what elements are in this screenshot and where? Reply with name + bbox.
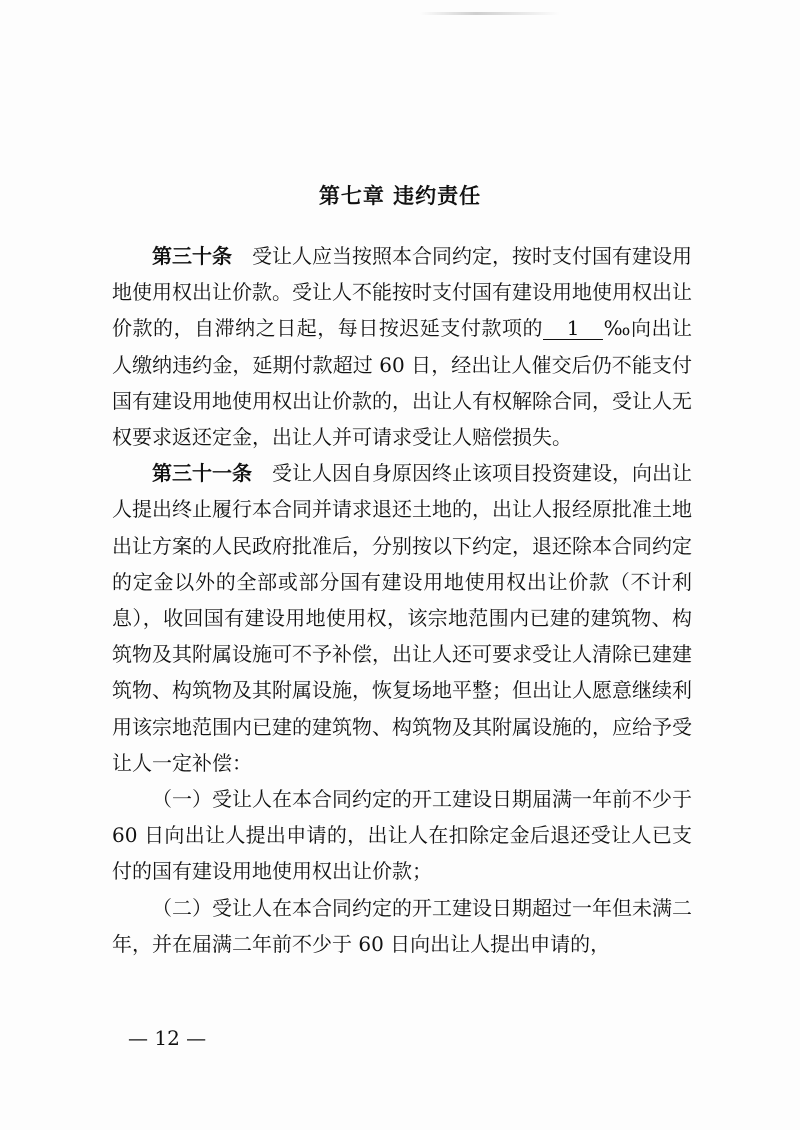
article-30-text-before: 受让人应当按照本合同约定，按时支付国有建设用地使用权出让价款。受让人不能按时支付国有建设用地使用权出让价款的，自滞纳之日起，每日按迟延支付款项的 xyxy=(112,244,692,341)
article-31-item-1: （一）受让人在本合同约定的开工建设日期届满一年前不少于 60 日向出让人提出申请的，出让人在扣除定金后退还受让人已支付的国有建设用地使用权出让价款； xyxy=(112,787,692,884)
article-30-text-after: ‰向出让人缴纳违约金，延期付款超过 60 日，经出让人催交后仍不能支付国有建设用地使用权出让价款的，出让人有权解除合同，受让人无权要求返还定金，出让人并可请求受让人赔偿损失。 xyxy=(112,316,693,450)
page-number: — 12 — xyxy=(128,1026,207,1050)
contract-body xyxy=(112,238,692,962)
article-31-item-2: （二）受让人在本合同约定的开工建设日期超过一年但未满二年，并在届满二年前不少于 60 日向出让人提出申请的， xyxy=(112,895,692,956)
article-31-paragraph xyxy=(112,455,692,781)
chapter-title: 第七章 违约责任 xyxy=(318,184,482,208)
penalty-rate-blank: 1 xyxy=(543,318,603,340)
article-31-text: 受让人因自身原因终止该项目投资建设，向出让人提出终止履行本合同并请求退还土地的，出让人报经原批准土地出让方案的人民政府批准后，分别按以下约定，退还除本合同约定的定金以外的全部或部分国有建设用地使用权出让价款（不计利息），收回国有建设用地使用权，该宗地范围内已建的建筑物、构筑物及其附属设施可不予补偿，出让人还可要求受让人清除已建建筑物、构筑物及其附属设施，恢复场地平整；但出让人愿意继续利用该宗地范围内已建的建筑物、构筑物及其附属设施的，应给予受让人一定补偿： xyxy=(112,461,692,775)
article-31-heading: 第三十一条 xyxy=(152,461,252,486)
scan-artifact xyxy=(420,12,560,15)
article-30-heading: 第三十条 xyxy=(152,244,232,268)
article-30-paragraph xyxy=(112,238,692,455)
